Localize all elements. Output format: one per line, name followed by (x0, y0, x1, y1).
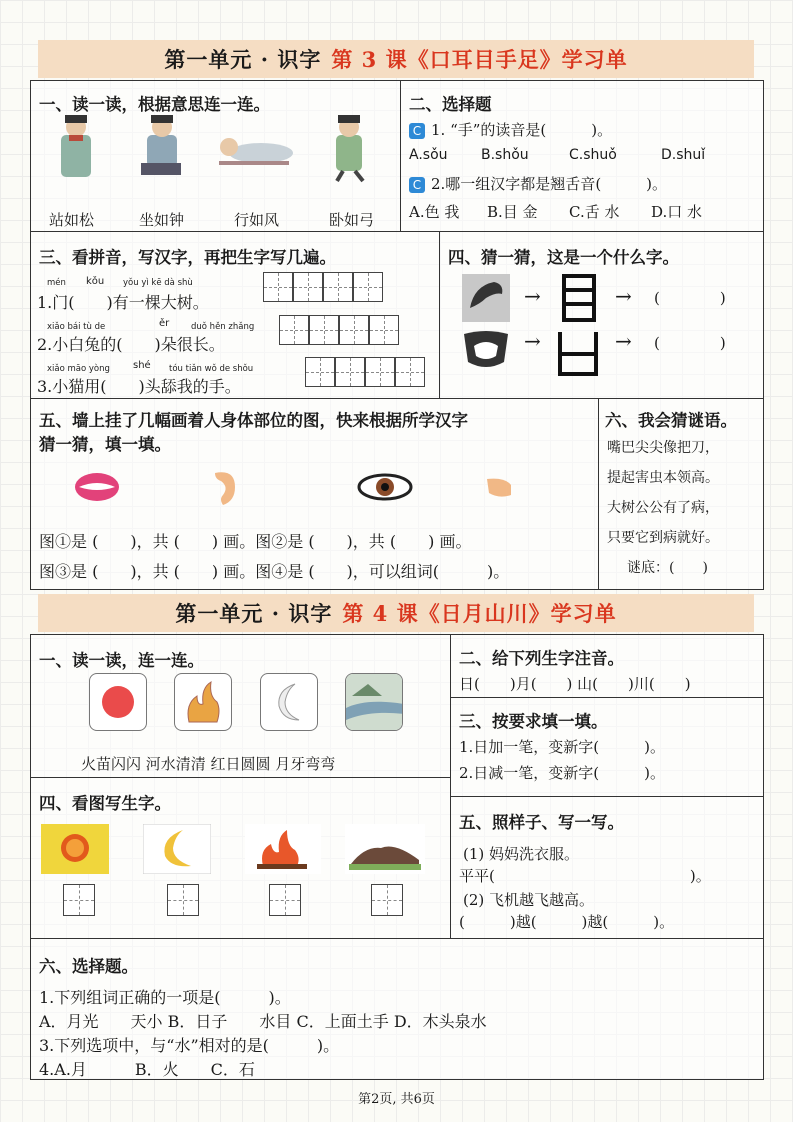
mouth-icon (75, 473, 119, 501)
l4-s6-q1: 1.下列组词正确的一项是( )。 (39, 988, 291, 1007)
pinyin: duǒ hěn zhǎng (191, 322, 255, 332)
fire-picture (174, 673, 232, 731)
l3-s2-q1-optA: A.sǒu (409, 147, 448, 163)
writing-grid[interactable] (395, 357, 425, 387)
l4-s6-q3: 3.下列选项中，与“水”相对的是( )。 (39, 1036, 340, 1055)
l4-s2-line: 日( )月( ) 山( )川( ) (459, 675, 691, 693)
l3-section6 (598, 398, 764, 590)
l3-s2-q2-text: 2.哪一组汉字都是翘舌音( )。 (431, 175, 668, 193)
pinyin: ěr (159, 318, 170, 329)
l4-s6-title: 六、选择题。 (39, 957, 138, 976)
l4-s3-q2: 2.日减一笔，变新字( )。 (459, 764, 666, 782)
l4-s1-phrases: 火苗闪闪 河水清清 红日圆圆 月牙弯弯 (81, 755, 336, 773)
l3-s5-line1: 图①是 ( )，共 ( ) 画。图②是 ( )，共 ( ) 画。 (39, 532, 472, 551)
l3-s3-title: 三、看拼音，写汉字，再把生字写几遍。 (39, 248, 336, 267)
hand-icon (487, 479, 511, 497)
l4-section4 (30, 777, 451, 939)
phrase-xingrufeng: 行如风 (234, 211, 280, 229)
l3-s4-title: 四、猜一猜，这是一个什么字。 (448, 248, 679, 267)
writing-grid[interactable] (339, 315, 369, 345)
l4-section2 (450, 634, 764, 698)
l3-s5-title-line2: 猜一猜，填一填。 (39, 435, 171, 454)
l3-s2-q2 (409, 173, 667, 194)
sun-picture (89, 673, 147, 731)
writing-grid[interactable] (369, 315, 399, 345)
ear-icon (215, 472, 235, 505)
l4-section5 (450, 796, 764, 939)
body-part-pictures (75, 465, 515, 509)
l3-section1 (30, 80, 401, 232)
crescent-moon-icon (261, 674, 318, 731)
posture-figures (51, 113, 391, 183)
l4-s5-title: 五、照样子、写一写。 (459, 813, 624, 832)
l3-section4 (439, 231, 764, 399)
red-sun-icon (90, 674, 147, 731)
river-icon (346, 674, 403, 731)
l3-s3-line3: 3.小猫用( )头舔我的手。 (37, 377, 241, 396)
writing-grid[interactable] (335, 357, 365, 387)
modern-mouth-glyph-icon (560, 332, 596, 374)
l4-s5-l4: ( )越( )越( )。 (459, 913, 675, 931)
l4-s5-l3: (2) 飞机越飞越高。 (463, 891, 595, 909)
arrow-icon: → (524, 329, 541, 353)
moon-picture (260, 673, 318, 731)
l4-s6-q1-options: A．月光 天小 B．日子 水目 C．上面土手 D．木头泉水 (39, 1012, 487, 1031)
l3-section5 (30, 398, 599, 590)
l3-s4-blank2[interactable]: ( ) (654, 334, 726, 352)
l4-s5-l1: (1) 妈妈洗衣服。 (463, 845, 580, 863)
l4-s4-title: 四、看图写生字。 (39, 794, 171, 813)
l3-s2-q1-optD: D.shuǐ (661, 147, 706, 163)
l3-s2-q1-optB: B.shǒu (481, 147, 529, 163)
lesson4-title (38, 594, 754, 632)
pinyin: xiǎo bái tù de (47, 322, 106, 332)
pinyin: xiǎo māo yòng (47, 364, 110, 374)
writing-grid[interactable] (309, 315, 339, 345)
riddle-line: 大树公公有了病， (607, 500, 719, 516)
l3-s2-q2-optA: A.色 我 (409, 203, 460, 221)
riddle-line: 提起害虫本领高。 (607, 470, 719, 486)
l3-s3-line1: 1.门( )有一棵大树。 (37, 293, 209, 312)
standing-figure-icon (61, 115, 91, 177)
pinyin: yǒu yì kē dà shù (123, 278, 193, 288)
l4-s3-title: 三、按要求填一填。 (459, 712, 608, 731)
writing-grid[interactable] (63, 884, 95, 916)
riddle-line: 嘴巴尖尖像把刀， (607, 440, 719, 456)
pinyin: mén (47, 278, 66, 288)
l4-s6-q3-options: 4.A.月 B．火 C．石 (39, 1060, 255, 1079)
l3-s2-title: 二、选择题 (409, 95, 492, 114)
writing-grid[interactable] (305, 357, 335, 387)
l4-section6 (30, 938, 764, 1080)
phrase-worugong: 卧如弓 (329, 211, 375, 229)
writing-grid[interactable] (365, 357, 395, 387)
sitting-figure-icon (141, 115, 181, 175)
l3-s2-q1-text: 1. “手”的读音是( )。 (431, 121, 613, 139)
river-picture (345, 673, 403, 731)
lying-figure-icon (219, 138, 293, 165)
riddle-line: 只要它到病就好。 (607, 530, 719, 546)
writing-grid[interactable] (371, 884, 403, 916)
l3-s2-q2-optD: D.口 水 (651, 203, 703, 221)
l4-section1 (30, 634, 451, 778)
question-icon: C (409, 177, 425, 193)
ancient-mouth-glyph-icon (464, 331, 508, 367)
phrase-zhanrusong: 站如松 (49, 211, 95, 229)
mountain-picture-icon (345, 824, 425, 874)
l3-section3 (30, 231, 440, 399)
writing-grid[interactable] (167, 884, 199, 916)
l3-s2-q1 (409, 119, 612, 140)
l3-s4-blank1[interactable]: ( ) (654, 289, 726, 307)
lesson4-title-prefix: 第一单元 · 识字 (175, 601, 333, 626)
l3-s5-line2: 图③是 ( )，共 ( ) 画。图④是 ( )，可以组词( )。 (39, 562, 510, 581)
arrow-icon: → (615, 329, 632, 353)
l3-s6-title: 六、我会猜谜语。 (605, 411, 737, 430)
writing-grid[interactable] (323, 272, 353, 302)
l3-s1-title: 一、读一读，根据意思连一连。 (39, 95, 270, 114)
lesson3-title-prefix: 第一单元 · 识字 (164, 47, 322, 72)
writing-grid[interactable] (269, 884, 301, 916)
pinyin: kǒu (86, 276, 105, 287)
l3-s2-q1-optC: C.shuǒ (569, 147, 617, 163)
l3-s3-line2: 2.小白兔的( )朵很长。 (37, 335, 225, 354)
arrow-icon: → (524, 284, 541, 308)
pinyin: tóu tiǎn wǒ de shǒu (169, 364, 254, 374)
writing-grid[interactable] (353, 272, 383, 302)
l4-s3-q1: 1.日加一笔，变新字( )。 (459, 738, 666, 756)
modern-eye-glyph-icon (564, 276, 594, 320)
fire-picture-icon (245, 824, 321, 874)
l3-s2-q2-optB: B.目 金 (487, 203, 538, 221)
fire-icon (175, 674, 232, 731)
sun-picture-icon (41, 824, 109, 874)
question-icon: C (409, 123, 425, 139)
lesson4-title-lesson: 第 4 课《日月山川》学习单 (342, 601, 617, 626)
lesson3-title (38, 40, 754, 78)
writing-grid[interactable] (263, 272, 293, 302)
ancient-eye-glyph-icon (462, 274, 510, 322)
riddle-answer[interactable]: 谜底：( ) (627, 560, 708, 576)
l3-section2 (400, 80, 764, 232)
arrow-icon: → (615, 284, 632, 308)
l3-s5-title-line1: 五、墙上挂了几幅画着人身体部位的图，快来根据所学汉字 (39, 411, 468, 430)
pinyin: shé (133, 360, 151, 371)
l4-s5-l2: 平平( )。 (459, 867, 711, 885)
l4-section3 (450, 697, 764, 797)
eye-icon (359, 475, 411, 499)
writing-grid[interactable] (279, 315, 309, 345)
l4-s1-title: 一、读一读，连一连。 (39, 651, 204, 670)
phrase-zuoruzhong: 坐如钟 (139, 211, 185, 229)
writing-grid[interactable] (293, 272, 323, 302)
walking-figure-icon (336, 115, 363, 181)
page-footer: 第2页, 共6页 (358, 1092, 435, 1107)
lesson3-title-lesson: 第 3 课《口耳目手足》学习单 (331, 47, 628, 72)
l3-s2-q2-optC: C.舌 水 (569, 203, 620, 221)
moon-picture-icon (143, 824, 211, 874)
l4-s2-title: 二、给下列生字注音。 (459, 649, 624, 668)
